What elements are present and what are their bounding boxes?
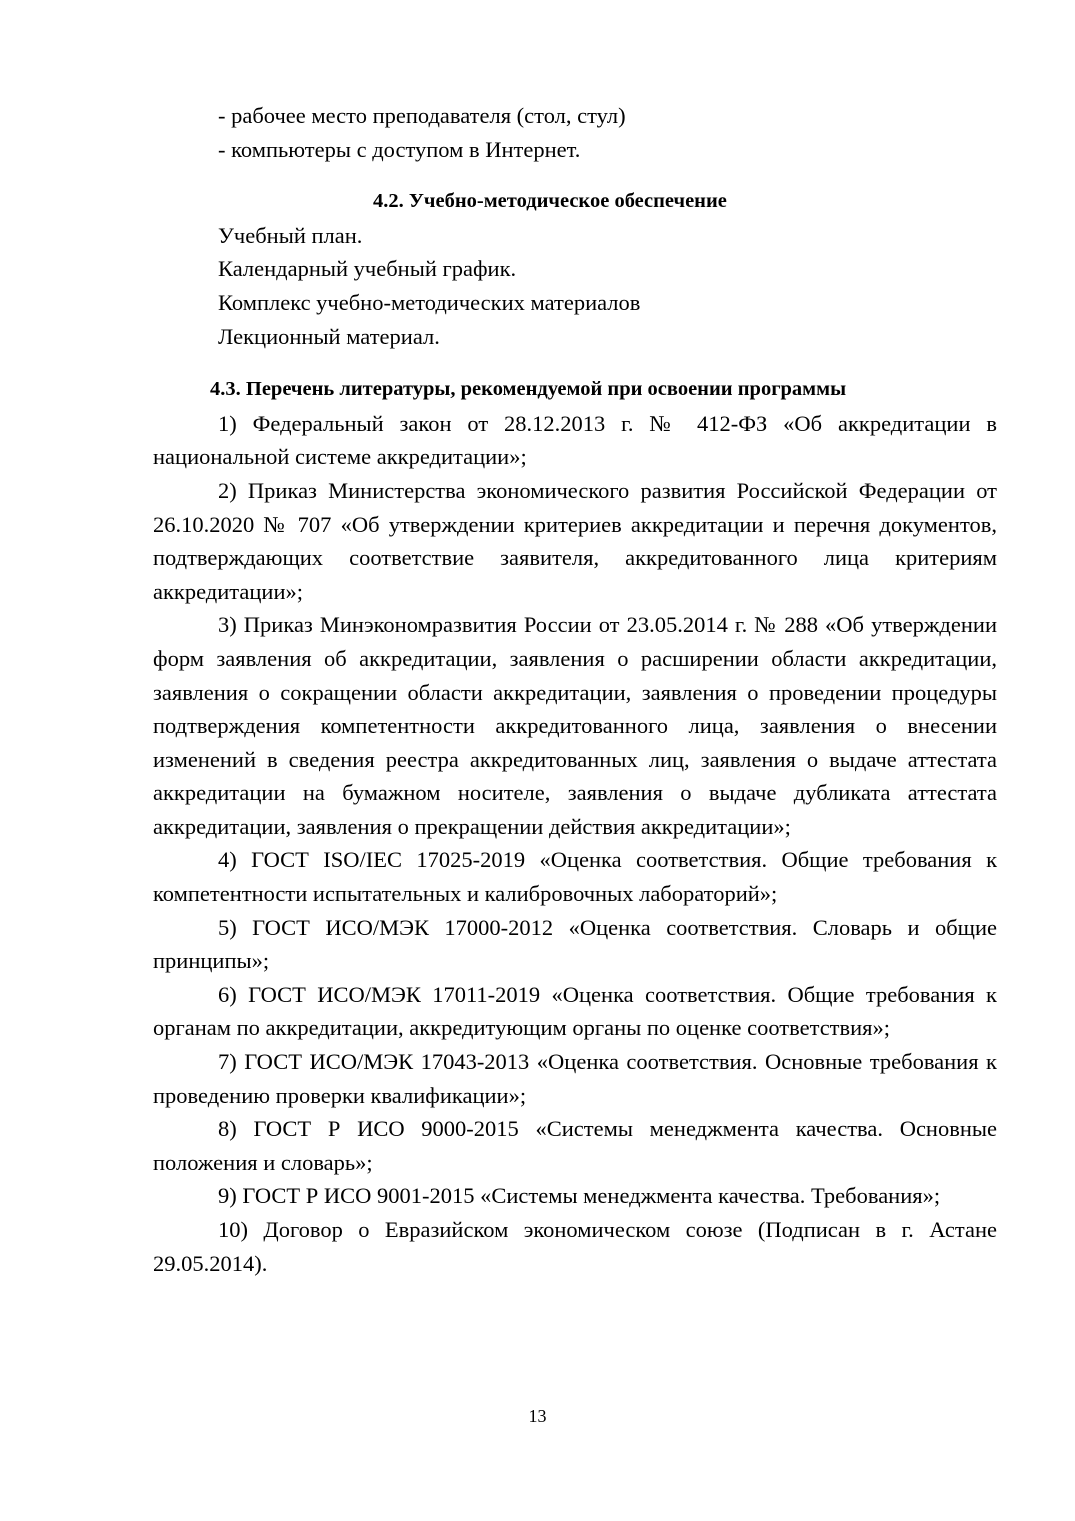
- section-4-2: [153, 185, 997, 353]
- reference-item: 6) ГОСТ ИСО/МЭК 17011-2019 «Оценка соответствия. Общие требования к органам по аккредитации, аккредитующим органы по оценке соответствия»;: [153, 981, 997, 1041]
- list-item: Комплекс учебно-методических материалов: [218, 289, 641, 315]
- page-number: 13: [528, 1406, 547, 1426]
- section-4-3: [153, 373, 997, 1280]
- list-item: Лекционный материал.: [218, 323, 440, 349]
- list-item: Учебный план.: [218, 222, 363, 248]
- reference-item: 3) Приказ Минэкономразвития России от 23.05.2014 г. № 288 «Об утверждении форм заявления об аккредитации, заявления о расширении области аккредитации, заявления о сокращении области аккредитации, заявления о проведении процедуры подтверждения компетентности аккредитованного лица, заявления о внесении изменений в сведения реестра аккредитованных лиц, заявления о выдаче аттестата аккредитации на бумажном носителе, заявления о выдаче дубликата аттестата аккредитации, заявления о прекращении действия аккредитации»;: [153, 612, 997, 839]
- section-heading: 4.3. Перечень литературы, рекомендуемой при освоении программы: [210, 378, 847, 401]
- reference-item: 4) ГОСТ ISO/IEC 17025-2019 «Оценка соответствия. Общие требования к компетентности испытательных и калибровочных лабораторий»;: [153, 847, 997, 907]
- reference-item: 1) Федеральный закон от 28.12.2013 г. № 412-ФЗ «Об аккредитации в национальной системе аккредитации»;: [153, 410, 997, 470]
- reference-item: 7) ГОСТ ИСО/МЭК 17043-2013 «Оценка соответствия. Основные требования к проведению проверки квалификации»;: [153, 1049, 997, 1108]
- reference-item: 9) ГОСТ Р ИСО 9001-2015 «Системы менеджмента качества. Требования»;: [218, 1183, 941, 1209]
- reference-item: 2) Приказ Министерства экономического развития Российской Федерации от 26.10.2020 № 707 «Об утверждении критериев аккредитации и перечня документов, подтверждающих соответствие заявителя, аккредитованного лица критериям аккредитации»;: [153, 477, 997, 604]
- reference-item: 8) ГОСТ Р ИСО 9000-2015 «Системы менеджмента качества. Основные положения и словарь»;: [153, 1116, 997, 1175]
- equipment-item: - компьютеры с доступом в Интернет.: [218, 136, 581, 162]
- page-content: [153, 99, 997, 1280]
- section-heading: 4.2. Учебно-методическое обеспечение: [373, 190, 727, 213]
- reference-item: 10) Договор о Евразийском экономическом союзе (Подписан в г. Астане 29.05.2014).: [153, 1217, 997, 1276]
- equipment-item: - рабочее место преподавателя (стол, стул): [218, 103, 626, 128]
- list-item: Календарный учебный график.: [218, 256, 517, 282]
- reference-item: 5) ГОСТ ИСО/МЭК 17000-2012 «Оценка соответствия. Словарь и общие принципы»;: [153, 914, 997, 974]
- equipment-list: [153, 99, 997, 166]
